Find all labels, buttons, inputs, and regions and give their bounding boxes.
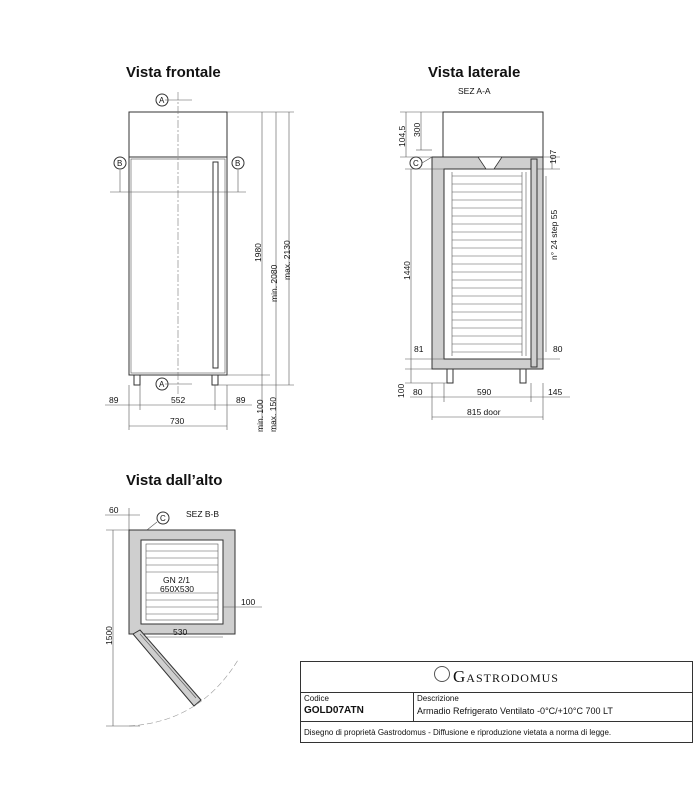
dim-552: 552 (171, 395, 186, 405)
top-gn-label: GN 2/1 (163, 575, 190, 585)
top-gn-size: 650X530 (160, 584, 195, 594)
dim-1500: 1500 (104, 626, 114, 645)
copyright-notice: Disegno di proprietà Gastrodomus - Diffusione e riproduzione vietata a norma di legge. (304, 728, 612, 737)
logo-text: Gastrodomus (453, 667, 559, 686)
description-value: Armadio Refrigerato Ventilato -0°C/+10°C 700 LT (417, 706, 613, 716)
side-foot-left (447, 369, 453, 383)
dim-104-5: 104,5 (397, 125, 407, 147)
marker-a-bottom-label: A (159, 380, 165, 389)
dim-min-100: min. 100 (255, 399, 265, 432)
dim-815-door: 815 door (467, 407, 501, 417)
dim-590: 590 (477, 387, 492, 397)
dim-100-side: 100 (396, 383, 406, 398)
dim-step: n° 24 step 55 (549, 209, 559, 260)
title-block (300, 661, 693, 743)
front-foot-left (134, 375, 140, 385)
logo-emblem-icon (434, 666, 450, 682)
dim-300: 300 (412, 122, 422, 137)
marker-b-right-label: B (235, 159, 241, 168)
description-cell (414, 693, 692, 721)
dim-89-right: 89 (236, 395, 246, 405)
dim-530: 530 (173, 627, 188, 637)
top-marker-c-label: C (160, 514, 166, 523)
dim-89-left: 89 (109, 395, 119, 405)
dim-1980: 1980 (253, 243, 263, 262)
side-marker-c-label: C (413, 159, 419, 168)
side-foot-right (520, 369, 526, 383)
dim-80-bottom: 80 (413, 387, 423, 397)
side-view-title: Vista laterale (428, 64, 521, 81)
dim-80-right: 80 (553, 344, 563, 354)
dim-max-2130: max. 2130 (282, 240, 292, 280)
dim-107: 107 (548, 149, 558, 164)
top-view-title: Vista dall’alto (126, 472, 223, 489)
dim-min-2080: min. 2080 (269, 264, 279, 302)
company-logo (301, 662, 692, 693)
code-cell (301, 693, 414, 721)
front-foot-right (212, 375, 218, 385)
title-block-info-row (301, 693, 692, 722)
dim-max-150: max. 150 (268, 397, 278, 432)
side-view (396, 86, 570, 420)
description-label: Descrizione (417, 694, 459, 703)
top-section-label: SEZ B-B (186, 509, 220, 519)
code-label: Codice (304, 694, 329, 703)
dim-100-top: 100 (241, 597, 256, 607)
dim-1440: 1440 (402, 261, 412, 280)
front-view-title: Vista frontale (126, 64, 221, 81)
dim-730: 730 (170, 416, 185, 426)
top-open-door (133, 630, 201, 706)
dim-145: 145 (548, 387, 563, 397)
side-top-box (443, 112, 543, 157)
marker-b-left-label: B (117, 159, 123, 168)
front-handle (213, 162, 218, 368)
marker-a-top-label: A (159, 96, 165, 105)
top-view (104, 505, 262, 726)
code-value: GOLD07ATN (304, 705, 364, 716)
dim-60: 60 (109, 505, 119, 515)
side-section-label: SEZ A-A (458, 86, 491, 96)
dim-81: 81 (414, 344, 424, 354)
front-view (105, 92, 294, 432)
